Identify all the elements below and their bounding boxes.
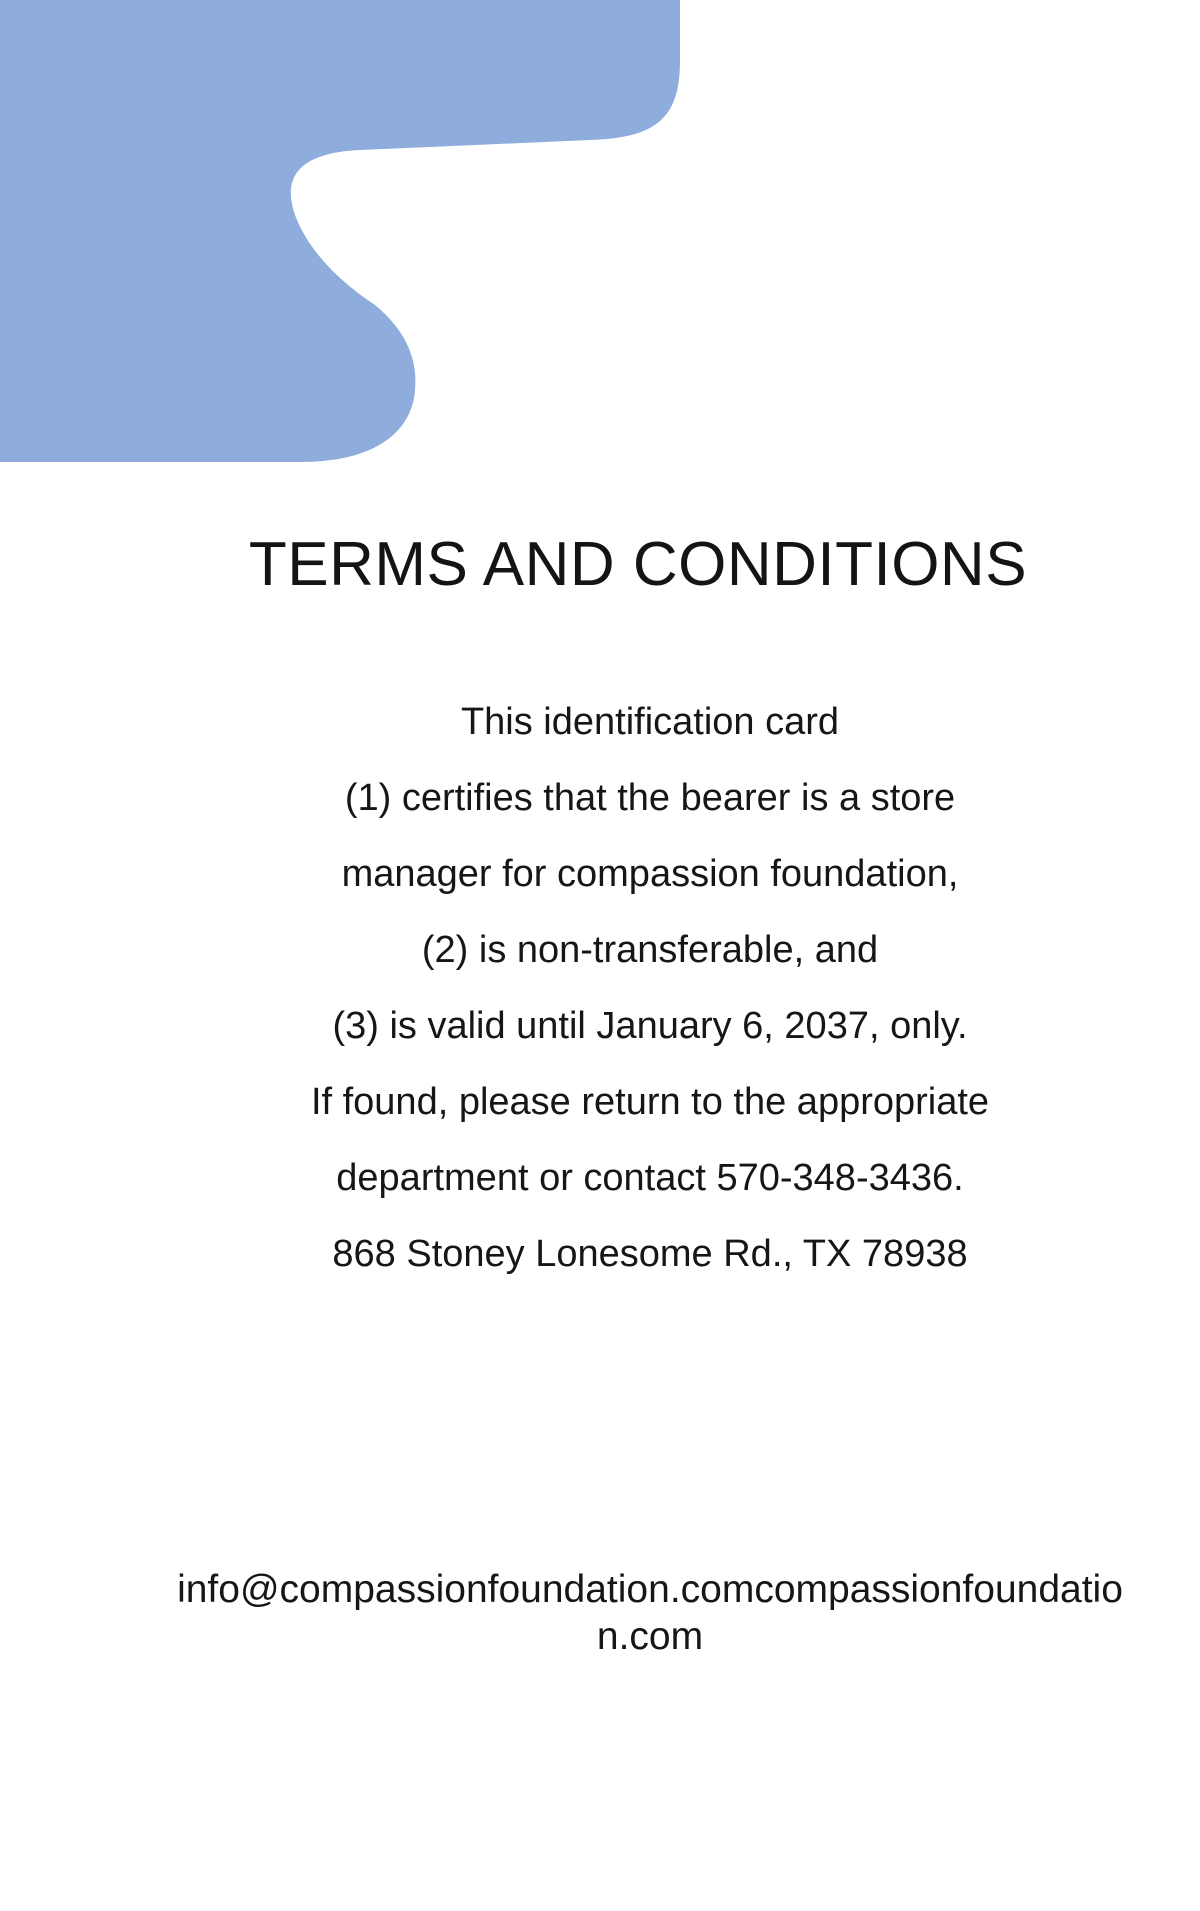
terms-line: department or contact 570-348-3436. xyxy=(336,1157,964,1199)
terms-line: (1) certifies that the bearer is a store xyxy=(344,777,956,819)
terms-list xyxy=(100,684,1200,1292)
terms-line: If found, please return to the appropriate xyxy=(310,1081,990,1123)
blob-fill xyxy=(0,0,680,462)
terms-line: manager for compassion foundation, xyxy=(341,853,959,895)
terms-line: (2) is non-transferable, and xyxy=(421,929,879,971)
terms-line: This identification card xyxy=(460,701,840,743)
page-title: TERMS AND CONDITIONS xyxy=(248,530,1028,599)
terms-line: (3) is valid until January 6, 2037, only. xyxy=(332,1005,968,1047)
decorative-blob-shape xyxy=(0,0,700,470)
contact-email-website: info@compassionfoundation.comcompassionfoundation.com xyxy=(177,1568,1123,1658)
terms-line: 868 Stoney Lonesome Rd., TX 78938 xyxy=(332,1233,968,1275)
